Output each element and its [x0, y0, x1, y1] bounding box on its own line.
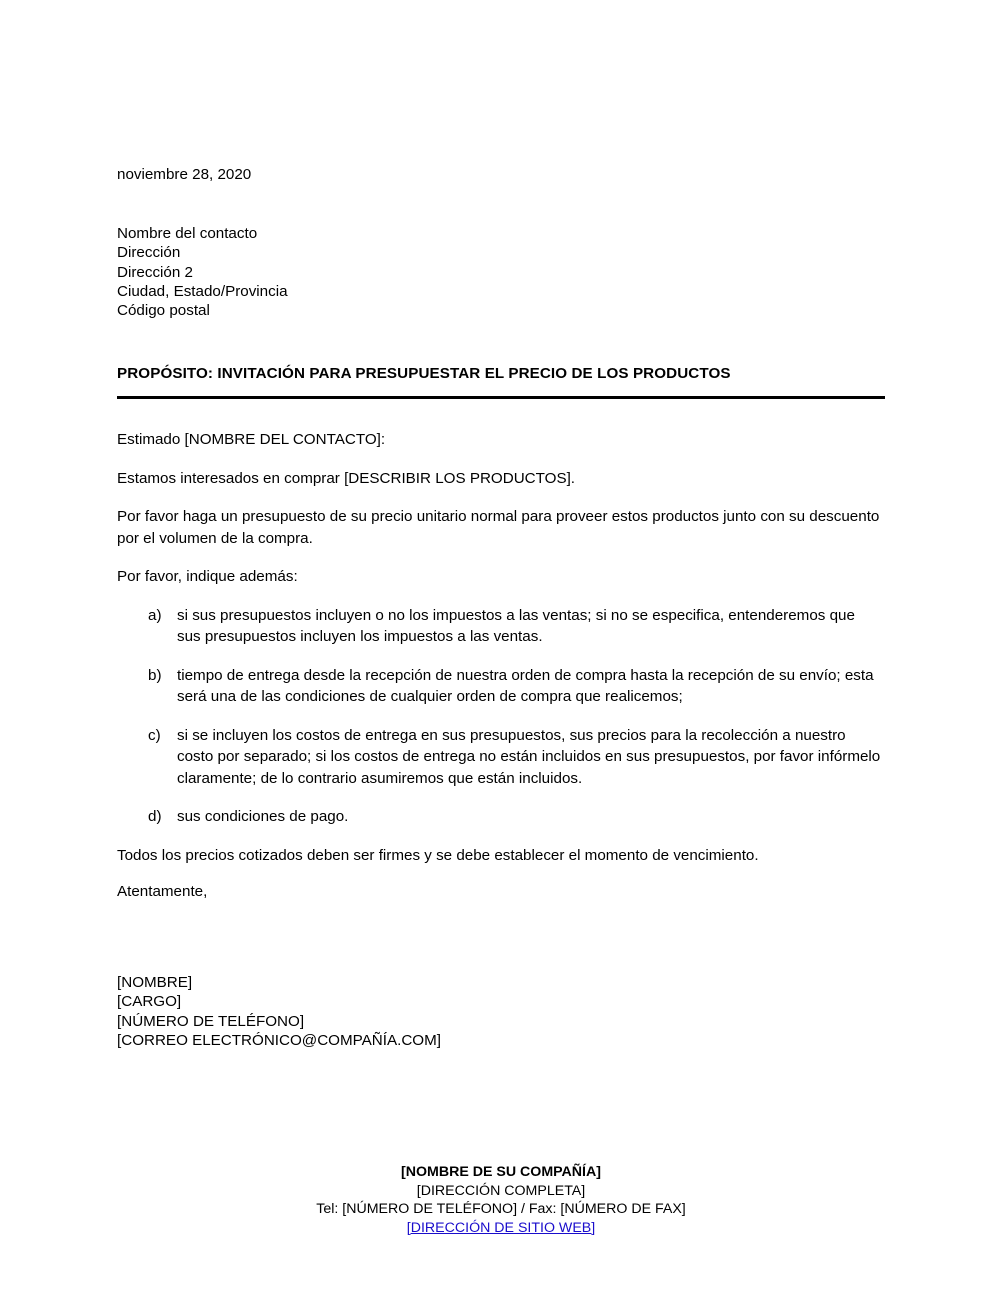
conditions-list	[117, 605, 882, 828]
page-footer	[117, 1163, 885, 1237]
list-marker: d)	[148, 808, 162, 825]
address-line: Dirección	[117, 244, 181, 262]
list-marker: b)	[148, 666, 162, 684]
footer-company-name: [NOMBRE DE SU COMPAÑÍA]	[401, 1164, 601, 1180]
list-marker: a)	[148, 606, 162, 624]
subject-divider	[117, 396, 885, 399]
salutation: Estimado [NOMBRE DEL CONTACTO]:	[117, 431, 386, 448]
list-item-text: sus condiciones de pago.	[177, 808, 349, 825]
signature-line: [CORREO ELECTRÓNICO@COMPAÑÍA.COM]	[117, 1031, 441, 1049]
signature-line: [CARGO]	[117, 993, 182, 1011]
list-item	[117, 605, 882, 648]
list-item	[117, 725, 882, 790]
list-item-text: si sus presupuestos incluyen o no los impuestos a las ventas; si no se especifica, entenderemos que sus presupuestos incluyen los impuestos a las ventas.	[177, 606, 855, 645]
letter-date: noviembre 28, 2020	[117, 166, 252, 183]
address-line: Dirección 2	[117, 263, 193, 281]
signature-line: [NOMBRE]	[117, 974, 193, 991]
subject-heading: PROPÓSITO: INVITACIÓN PARA PRESUPUESTAR EL PRECIO DE LOS PRODUCTOS	[117, 365, 731, 382]
footer-phone-fax: Tel: [NÚMERO DE TELÉFONO] / Fax: [NÚMERO DE FAX]	[316, 1201, 686, 1218]
closing-paragraph: Todos los precios cotizados deben ser firmes y se debe establecer el momento de vencimiento.	[117, 846, 759, 864]
recipient-address-block	[117, 224, 288, 320]
list-item	[117, 665, 882, 708]
body-paragraph: Estamos interesados en comprar [DESCRIBIR LOS PRODUCTOS].	[117, 469, 576, 487]
footer-website-link[interactable]: [DIRECCIÓN DE SITIO WEB]	[406, 1219, 596, 1236]
list-item-text: tiempo de entrega desde la recepción de nuestra orden de compra hasta la recepción de su envío; esta será una de las condiciones de cualquier orden de compra que realicemos;	[177, 666, 874, 705]
footer-website-link-wrapper	[117, 1219, 885, 1238]
footer-address: [DIRECCIÓN COMPLETA]	[416, 1182, 586, 1199]
signature-line: [NÚMERO DE TELÉFONO]	[117, 1012, 305, 1030]
body-paragraph: Por favor, indique además:	[117, 568, 298, 585]
signature-block	[117, 973, 441, 1050]
list-item	[117, 806, 882, 828]
list-item-text: si se incluyen los costos de entrega en sus presupuestos, sus precios para la recolección a nuestro costo por separado; si los costos de entrega no están incluidos en sus presupuestos, por favor infórmelo claramente; de lo contrario asumiremos que están incluidos.	[177, 726, 881, 787]
address-line: Ciudad, Estado/Provincia	[117, 282, 288, 300]
body-paragraph: Por favor haga un presupuesto de su precio unitario normal para proveer estos productos junto con su descuento por el volumen de la compra.	[117, 508, 880, 547]
signoff: Atentamente,	[117, 883, 208, 900]
list-marker: c)	[148, 726, 161, 744]
letter-body	[117, 429, 882, 866]
address-line: Código postal	[117, 302, 210, 320]
address-line: Nombre del contacto	[117, 225, 258, 242]
